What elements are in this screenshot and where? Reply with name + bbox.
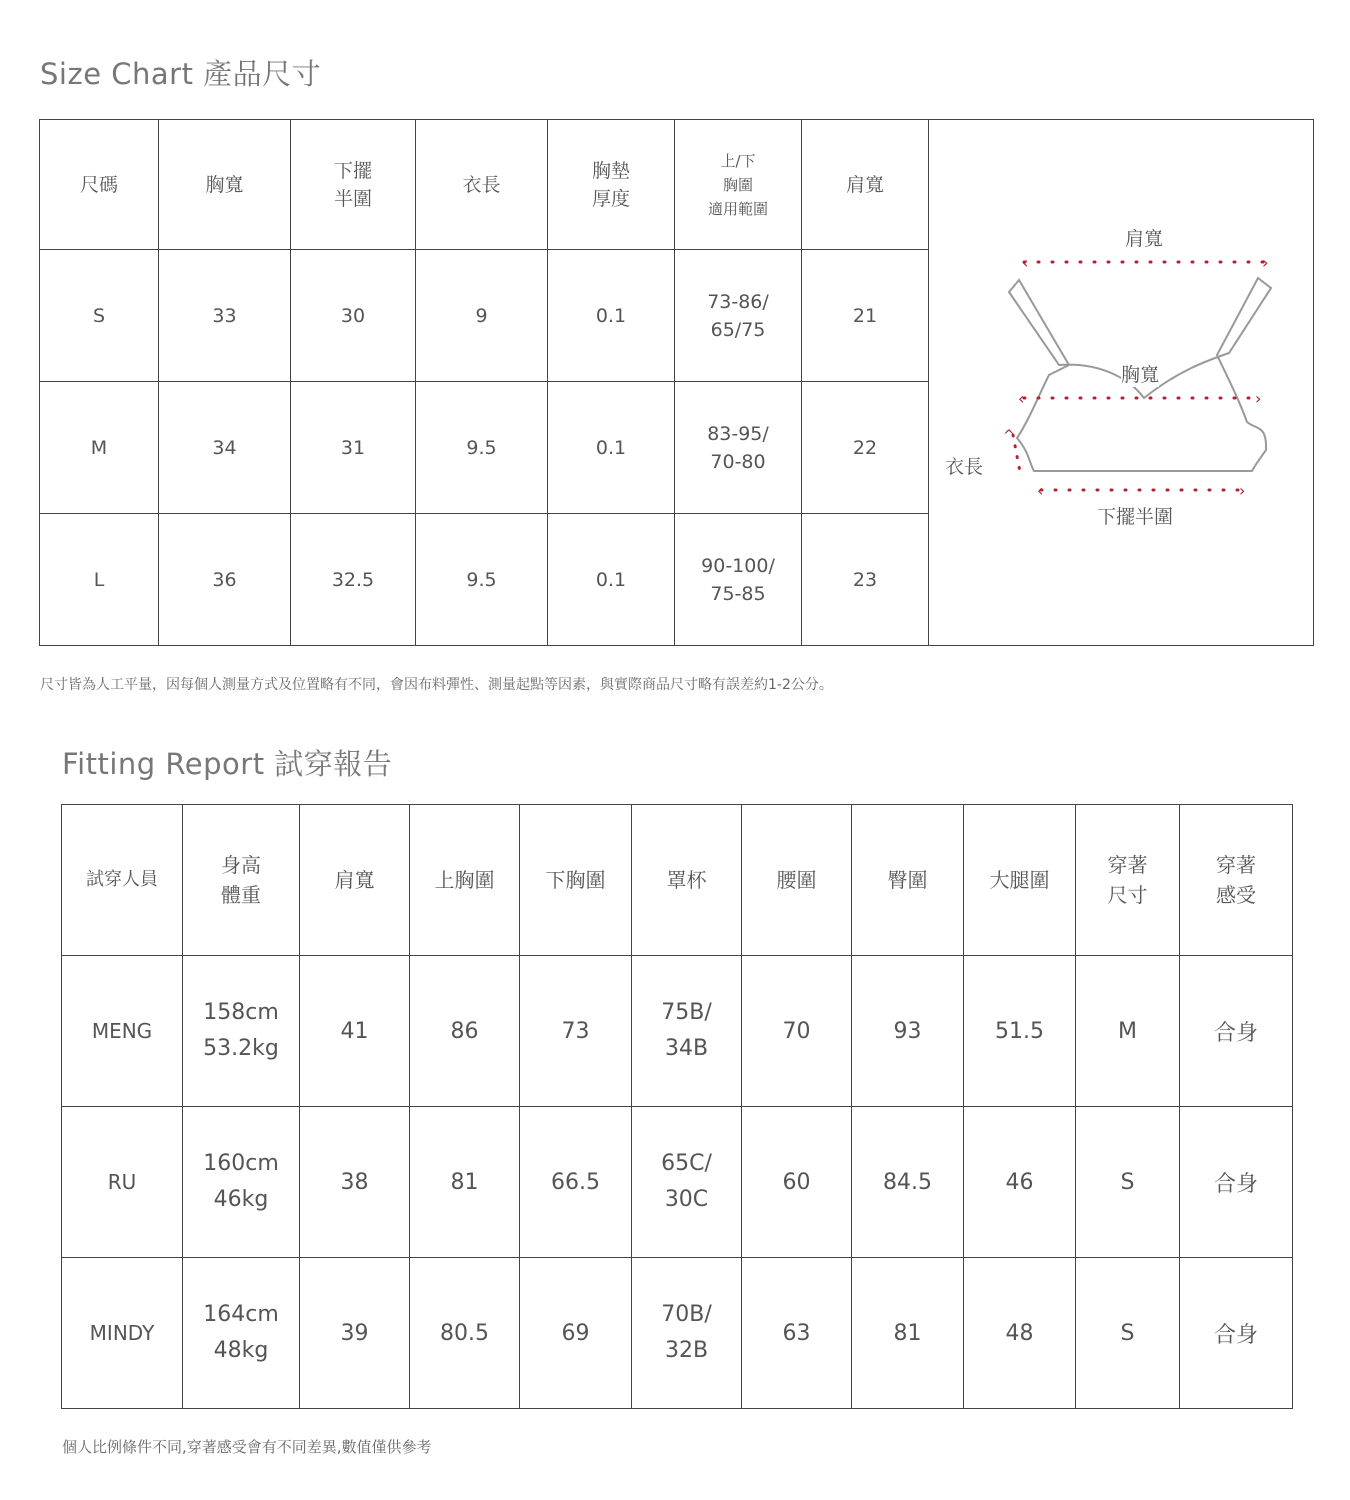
- range-line: 65/75: [710, 318, 766, 341]
- cell-shoulder: 39: [300, 1258, 410, 1409]
- fitting-report-title: Fitting Report 試穿報告: [62, 747, 393, 781]
- cell-under-bust: 69: [520, 1258, 632, 1409]
- body-line: 158cm: [203, 1000, 279, 1025]
- cup-line: 65C/: [661, 1151, 712, 1176]
- header-line: 肩寬: [845, 173, 884, 196]
- header-cup: [632, 805, 742, 956]
- cell-hem: 32.5: [291, 514, 416, 646]
- label-shoulder: 肩寬: [1125, 228, 1164, 250]
- cell-shoulder: 38: [300, 1107, 410, 1258]
- size-chart-note: 尺寸皆為人工平量，因每個人測量方式及位置略有不同，會因布料彈性、測量起點等因素，與實際商品尺寸略有誤差約1-2公分。: [40, 677, 833, 693]
- cell-thigh: 48: [964, 1258, 1076, 1409]
- table-row: [62, 1107, 1293, 1258]
- header-worn-size: [1076, 805, 1180, 956]
- header-line: 罩杯: [666, 868, 707, 892]
- cell-size: M: [40, 382, 159, 514]
- cell-worn-size: M: [1076, 956, 1180, 1107]
- header-under-bust: [520, 805, 632, 956]
- cell-cup: [632, 956, 742, 1107]
- header-line: 胸圍: [722, 175, 753, 194]
- body-line: 53.2kg: [203, 1036, 279, 1061]
- header-range: [675, 120, 802, 250]
- cell-shoulder: 23: [802, 514, 929, 646]
- header-line: 胸墊: [591, 159, 630, 182]
- header-line: 身高: [221, 853, 261, 877]
- cell-hip: 84.5: [852, 1107, 964, 1258]
- chest-arrow-left: ‹: [1018, 389, 1025, 408]
- cell-length: 9.5: [416, 514, 548, 646]
- cell-feel: 合身: [1180, 1258, 1293, 1409]
- cell-upper-bust: 86: [410, 956, 520, 1107]
- header-waist: [742, 805, 852, 956]
- header-line: 穿著: [1107, 853, 1148, 877]
- header-line: 下胸圍: [545, 868, 606, 892]
- cell-chest: 36: [159, 514, 291, 646]
- header-line: 肩寬: [334, 868, 375, 892]
- range-line: 90-100/: [701, 554, 775, 577]
- label-chest: 胸寬: [1121, 360, 1159, 387]
- cell-range: [675, 514, 802, 646]
- cell-body: [183, 1258, 300, 1409]
- cell-pad: 0.1: [548, 382, 675, 514]
- cell-length: 9.5: [416, 382, 548, 514]
- cell-waist: 60: [742, 1107, 852, 1258]
- cell-feel: 合身: [1180, 956, 1293, 1107]
- body-line: 164cm: [203, 1302, 279, 1327]
- range-line: 70-80: [710, 450, 766, 473]
- label-hem: 下擺半圍: [1097, 506, 1174, 528]
- hem-arrow-right: ›: [1239, 481, 1246, 500]
- header-chest: [159, 120, 291, 250]
- header-line: 大腿圍: [989, 868, 1050, 892]
- header-line: 腰圍: [776, 868, 817, 892]
- header-pad: [548, 120, 675, 250]
- cell-hem: 30: [291, 250, 416, 382]
- cell-hip: 93: [852, 956, 964, 1107]
- header-feel: [1180, 805, 1293, 956]
- cell-pad: 0.1: [548, 514, 675, 646]
- cell-body: [183, 956, 300, 1107]
- header-height-weight: [183, 805, 300, 956]
- range-line: 75-85: [710, 582, 766, 605]
- cell-under-bust: 73: [520, 956, 632, 1107]
- size-chart-title: Size Chart 產品尺寸: [40, 57, 322, 91]
- header-length: [416, 120, 548, 250]
- cup-line: 75B/: [661, 1000, 712, 1025]
- cell-thigh: 46: [964, 1107, 1076, 1258]
- header-shoulder: [300, 805, 410, 956]
- body-line: 160cm: [203, 1151, 279, 1176]
- shoulder-arrow-right: ›: [1262, 253, 1269, 272]
- header-line: 穿著: [1216, 853, 1256, 877]
- header-line: 衣長: [462, 173, 501, 196]
- cell-pad: 0.1: [548, 250, 675, 382]
- cell-cup: [632, 1107, 742, 1258]
- header-tester: [62, 805, 183, 956]
- cup-line: 34B: [664, 1036, 709, 1061]
- cell-upper-bust: 81: [410, 1107, 520, 1258]
- cell-hip: 81: [852, 1258, 964, 1409]
- header-size: [40, 120, 159, 250]
- chest-arrow-right: ›: [1255, 389, 1262, 408]
- measurement-diagram: [929, 120, 1314, 646]
- cell-upper-bust: 80.5: [410, 1258, 520, 1409]
- table-row: [62, 956, 1293, 1107]
- cell-range: [675, 382, 802, 514]
- cell-hem: 31: [291, 382, 416, 514]
- cell-cup: [632, 1258, 742, 1409]
- header-line: 感受: [1216, 883, 1256, 907]
- header-line: 尺寸: [1107, 883, 1148, 907]
- header-line: 體重: [221, 883, 261, 907]
- fitting-report-table: [61, 804, 1293, 1409]
- shoulder-arrow-left: ‹: [1022, 253, 1029, 272]
- header-line: 試穿人員: [86, 869, 158, 890]
- header-line: 上/下: [720, 151, 756, 170]
- cell-worn-size: S: [1076, 1107, 1180, 1258]
- header-line: 厚度: [591, 187, 630, 210]
- cup-line: 70B/: [661, 1302, 712, 1327]
- length-arrow-up: ^: [1003, 428, 1015, 444]
- table-row: [62, 1258, 1293, 1409]
- cell-size: L: [40, 514, 159, 646]
- body-line: 46kg: [213, 1187, 269, 1212]
- cup-line: 32B: [664, 1338, 709, 1363]
- header-line: 上胸圍: [434, 868, 495, 892]
- cell-worn-size: S: [1076, 1258, 1180, 1409]
- header-line: 尺碼: [79, 173, 118, 196]
- header-line: 胸寬: [205, 173, 244, 196]
- cell-feel: 合身: [1180, 1107, 1293, 1258]
- label-length: 衣長: [945, 456, 984, 478]
- cell-name: MINDY: [62, 1258, 183, 1409]
- cell-chest: 34: [159, 382, 291, 514]
- header-thigh: [964, 805, 1076, 956]
- cell-name: MENG: [62, 956, 183, 1107]
- cup-line: 30C: [664, 1187, 709, 1212]
- header-line: 適用範圍: [707, 199, 768, 218]
- cell-body: [183, 1107, 300, 1258]
- header-line: 臀圍: [887, 868, 928, 892]
- cell-size: S: [40, 250, 159, 382]
- cell-shoulder: 21: [802, 250, 929, 382]
- range-line: 73-86/: [707, 290, 769, 313]
- body-line: 48kg: [213, 1338, 269, 1363]
- hem-arrow-left: ‹: [1037, 481, 1044, 500]
- cell-name: RU: [62, 1107, 183, 1258]
- header-line: 半圍: [333, 187, 372, 210]
- cell-thigh: 51.5: [964, 956, 1076, 1107]
- header-shoulder: [802, 120, 929, 250]
- cell-shoulder: 22: [802, 382, 929, 514]
- cell-waist: 70: [742, 956, 852, 1107]
- range-line: 83-95/: [707, 422, 769, 445]
- cell-under-bust: 66.5: [520, 1107, 632, 1258]
- size-chart-table: [39, 119, 1314, 646]
- cell-length: 9: [416, 250, 548, 382]
- fitting-report-note: 個人比例條件不同,穿著感受會有不同差異,數值僅供參考: [62, 1438, 432, 1456]
- cell-range: [675, 250, 802, 382]
- cell-chest: 33: [159, 250, 291, 382]
- header-upper-bust: [410, 805, 520, 956]
- header-hip: [852, 805, 964, 956]
- cell-shoulder: 41: [300, 956, 410, 1107]
- header-line: 下擺: [333, 159, 372, 182]
- header-hem: [291, 120, 416, 250]
- cell-waist: 63: [742, 1258, 852, 1409]
